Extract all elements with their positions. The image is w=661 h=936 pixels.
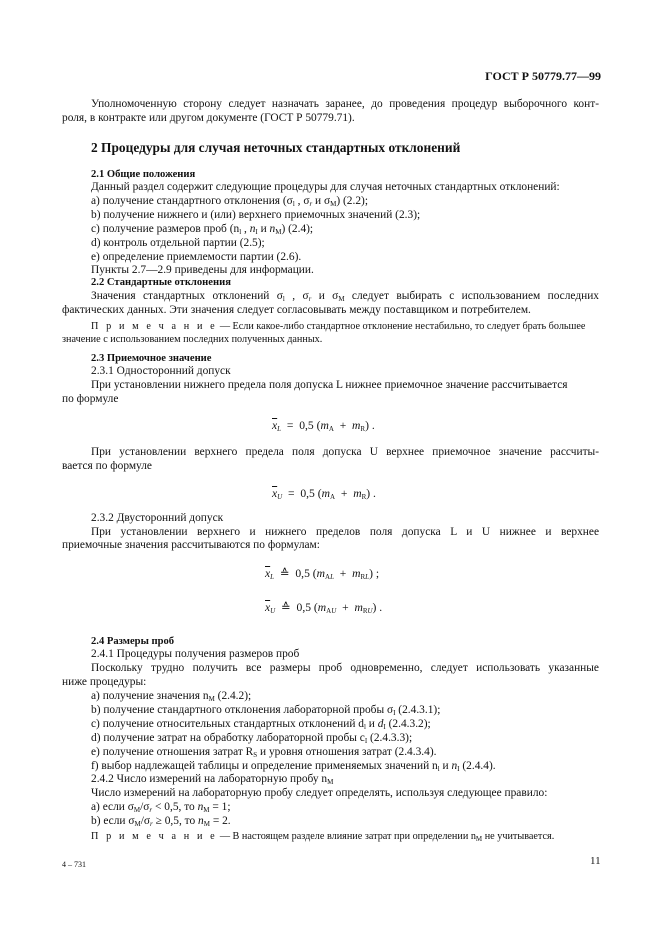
two-sided-line-2: приемочные значения рассчитываются по формулам: — [62, 539, 320, 551]
sample-item-e: e) получение отношения затрат $R_S$ и уровня отношения затрат (2.4.3.4). — [91, 746, 437, 759]
rule-b: b) если $\sigma_M/\sigma_r \ge 0,5$, то $n_M = 2$. — [91, 815, 231, 828]
formula-two-sided-lower: $\overline{x}_L$ ≙ 0,5 $(m_{AL} + m_{RL})$ ; — [265, 567, 380, 581]
page-number: 11 — [590, 855, 601, 867]
section-2-4-2-title: 2.4.2 Число измерений на лабораторную пробу $n_M$ — [91, 773, 334, 786]
section-2-4-1-title: 2.4.1 Процедуры получения размеров проб — [91, 648, 300, 660]
upper-limit-line-1: При установлении верхнего предела поля допуска U верхнее приемочное значение рассчиты- — [91, 446, 599, 458]
list-item-e: e) определение приемлемости партии (2.6). — [91, 251, 302, 263]
list-item-d: d) контроль отдельной партии (2.5); — [91, 237, 265, 249]
section-2-title: 2 Процедуры для случая неточных стандартных отклонений — [91, 140, 461, 155]
section-2-2-line-2: фактических данных. Эти значения следует согласовывать между поставщиком и потребителем. — [62, 304, 531, 316]
sample-item-f: f) выбор надлежащей таблицы и определение применяемых значений $n_l$ и $n_I$ (2.4.4). — [91, 760, 496, 773]
note-2-4: П р и м е ч а н и е — В настоящем разделе влияние затрат при определении $n_M$ не учитывается. — [91, 831, 555, 843]
section-2-3-2-title: 2.3.2 Двусторонний допуск — [91, 512, 224, 524]
intro-line-2: роля, в контракте или другом документе (ГОСТ Р 50779.71). — [62, 112, 355, 124]
lower-limit-line-2: по формуле — [62, 393, 119, 405]
section-2-1-title: 2.1 Общие положения — [91, 169, 196, 180]
section-2-2-title: 2.2 Стандартные отклонения — [91, 277, 231, 288]
rule-a: a) если $\sigma_M/\sigma_r < 0,5$, то $n_M = 1$; — [91, 801, 231, 814]
formula-upper: $\overline{x}_U = 0,5$ $(m_A + m_R)$ . — [272, 487, 376, 501]
footer-code: 4 – 731 — [62, 860, 86, 869]
intro-line-1: Уполномоченную сторону следует назначать заранее, до проведения процедур выборочного конт- — [91, 98, 599, 110]
rule-text: Число измерений на лабораторную пробу следует определять, используя следующее правило: — [91, 787, 548, 799]
info-text: Пункты 2.7—2.9 приведены для информации. — [91, 264, 314, 276]
two-sided-line-1: При установлении верхнего и нижнего пределов поля допуска L и U нижнее и верхнее — [91, 526, 599, 538]
sample-item-b: b) получение стандартного отклонения лабораторной пробы $\sigma_I$ (2.4.3.1); — [91, 704, 441, 717]
list-item-a: a) получение стандартного отклонения ($\sigma_l$ , $\sigma_r$ и $\sigma_M$) (2.2); — [91, 195, 369, 208]
sample-item-a: a) получение значения $n_M$ (2.4.2); — [91, 690, 252, 703]
list-item-b: b) получение нижнего и (или) верхнего приемочных значений (2.3); — [91, 209, 421, 221]
document-number: ГОСТ Р 50779.77—99 — [485, 69, 601, 83]
list-item-c: c) получение размеров проб ($n_l$ , $n_I$ и $n_M$) (2.4); — [91, 223, 314, 236]
sample-size-line-2: ниже процедуры: — [62, 676, 147, 688]
section-2-1-intro: Данный раздел содержит следующие процедуры для случая неточных стандартных отклонений: — [91, 181, 560, 193]
section-2-3-1-title: 2.3.1 Односторонний допуск — [91, 365, 231, 377]
note-2-2-line-1: П р и м е ч а н и е — Если какое-либо стандартное отклонение нестабильно, то следует брать большее — [91, 321, 586, 332]
sample-item-c: c) получение относительных стандартных отклонений $d_l$ и $d_I$ (2.4.3.2); — [91, 718, 431, 731]
note-2-2-line-2: значение с использованием последних полученных данных. — [62, 334, 323, 345]
section-2-2-line-1: Значения стандартных отклонений $\sigma_l$ , $\sigma_r$ и $\sigma_M$ следует выбирать с использованием последних — [91, 290, 599, 303]
formula-lower: $\overline{x}_L = 0,5$ $(m_A + m_R)$ . — [272, 419, 375, 433]
lower-limit-line-1: При установлении нижнего предела поля допуска L нижнее приемочное значение рассчитывается — [91, 379, 568, 391]
upper-limit-line-2: вается по формуле — [62, 460, 152, 472]
sample-size-line-1: Поскольку трудно получить все размеры проб одновременно, следует использовать указанные — [91, 662, 599, 674]
sample-item-d: d) получение затрат на обработку лабораторной пробы $c_I$ (2.4.3.3); — [91, 732, 413, 745]
formula-two-sided-upper: $\overline{x}_U$ ≙ 0,5 $(m_{AU} + m_{RU})$ . — [265, 601, 383, 615]
section-2-3-title: 2.3 Приемочное значение — [91, 353, 212, 364]
section-2-4-title: 2.4 Размеры проб — [91, 636, 175, 647]
